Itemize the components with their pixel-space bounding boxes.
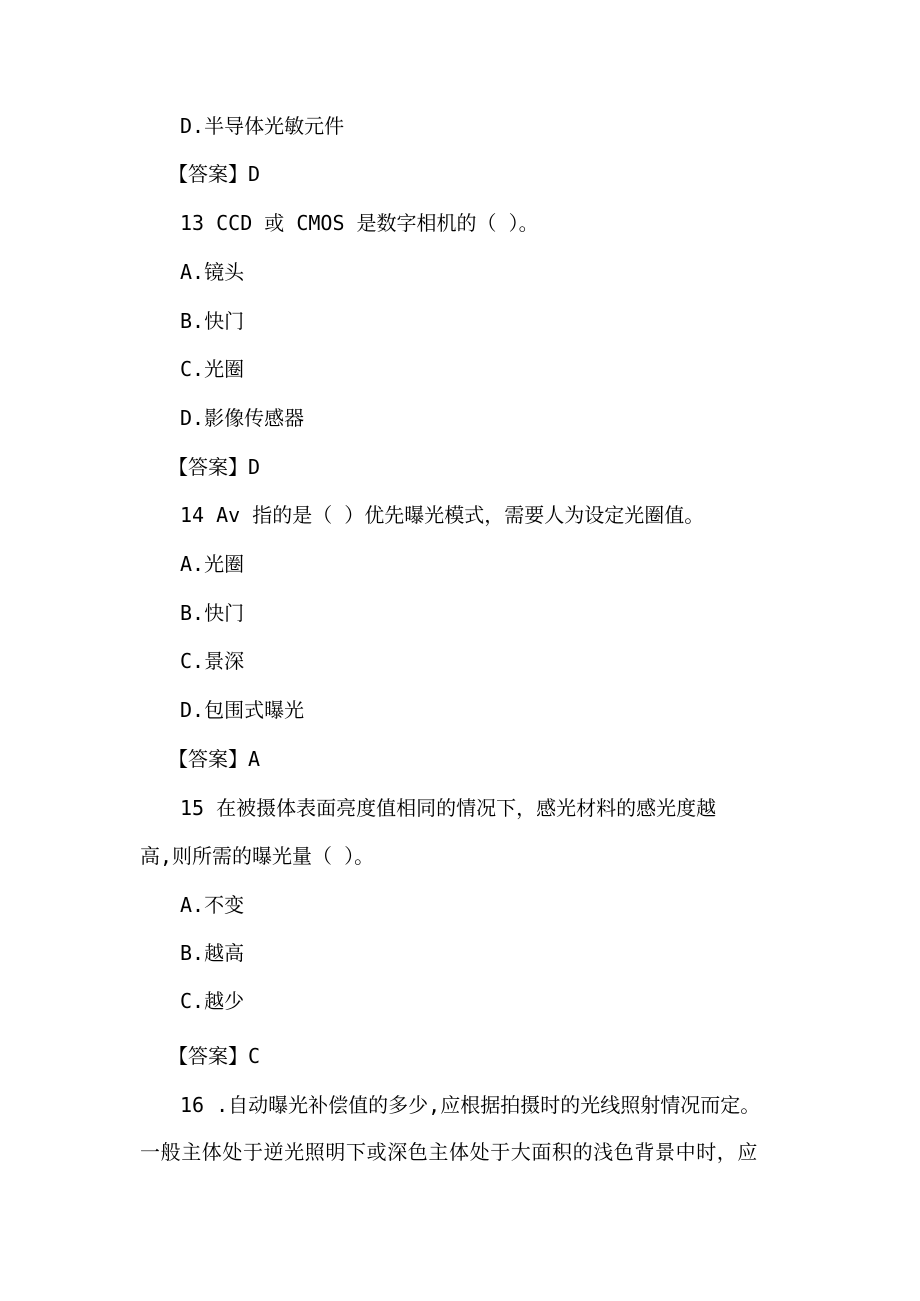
answer-line: 【答案】C [168, 1044, 261, 1068]
question-13: 13 CCD 或 CMOS 是数字相机的（ ）。 [180, 211, 539, 235]
question-14: 14 Av 指的是（ ）优先曝光模式，需要人为设定光圈值。 [180, 503, 705, 527]
option-c-text: C.越少 [180, 989, 245, 1013]
option-a-text: A.镜头 [180, 260, 245, 284]
answer-line: 【答案】A [168, 747, 261, 771]
option-b-text: B.快门 [180, 309, 245, 333]
option-c-text: C.光圈 [180, 357, 245, 381]
option-c-text: C.景深 [180, 649, 245, 673]
question-16-continuation: 一般主体处于逆光照明下或深色主体处于大面积的浅色背景中时，应 [140, 1140, 758, 1164]
question-15-continuation: 高,则所需的曝光量（ ）。 [140, 844, 375, 868]
option-a-text: A.光圈 [180, 552, 245, 576]
question-15: 15 在被摄体表面亮度值相同的情况下，感光材料的感光度越 [180, 796, 717, 820]
answer-line: 【答案】D [168, 455, 261, 479]
answer-line: 【答案】D [168, 162, 261, 186]
option-b-text: B.越高 [180, 941, 245, 965]
option-b-text: B.快门 [180, 601, 245, 625]
option-d-text: D.半导体光敏元件 [180, 114, 345, 138]
option-d-text: D.包围式曝光 [180, 698, 305, 722]
question-16: 16 .自动曝光补偿值的多少,应根据拍摄时的光线照射情况而定。 [180, 1093, 761, 1117]
option-a-text: A.不变 [180, 893, 245, 917]
option-d-text: D.影像传感器 [180, 406, 305, 430]
